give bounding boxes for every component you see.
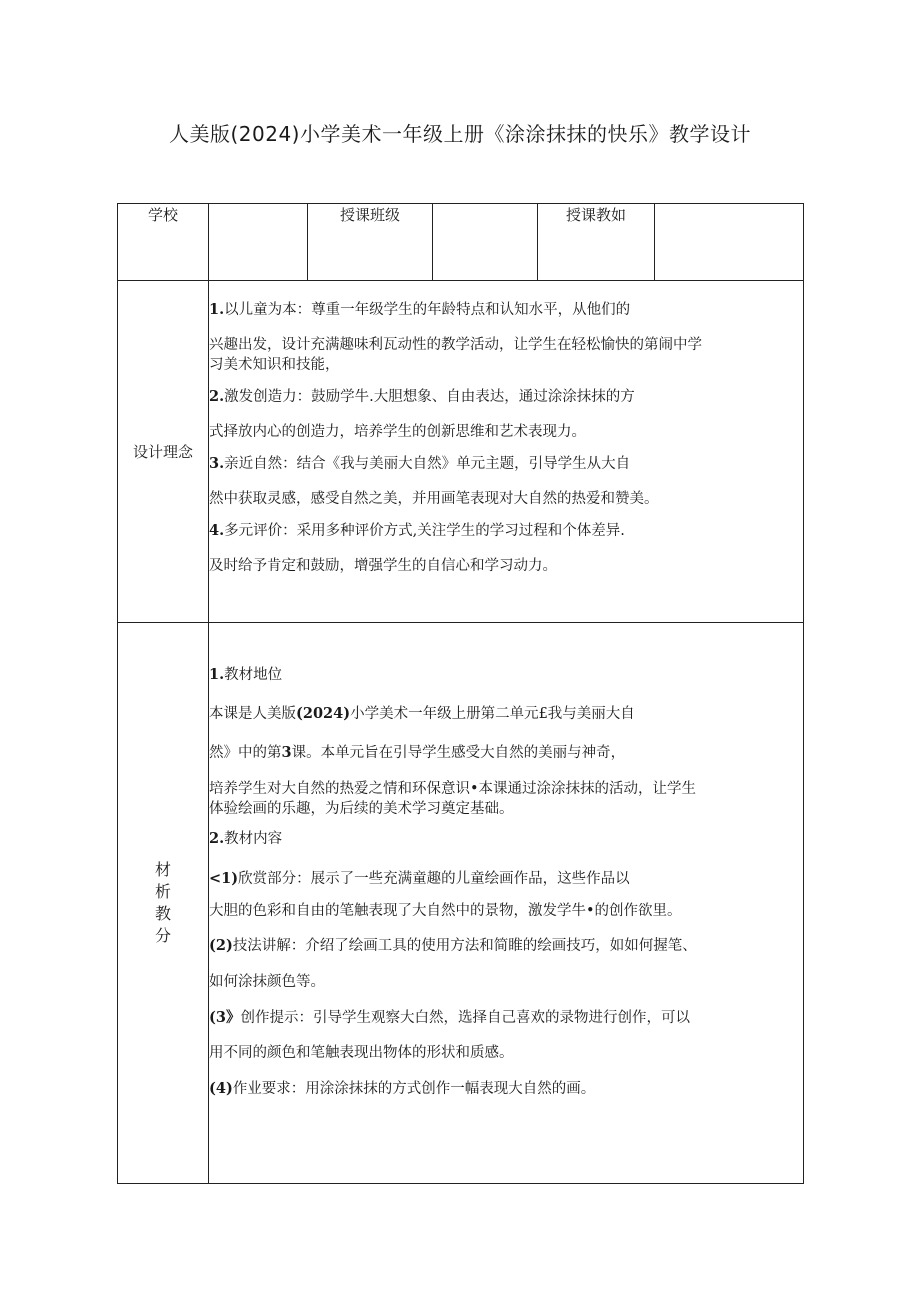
lesson-plan-table	[117, 203, 804, 1184]
school-value-cell[interactable]	[209, 204, 308, 281]
material-content-heading: 2.教材内容	[209, 830, 283, 847]
idea-item-1: 1.以儿童为本：尊重一年级学生的年龄特点和认知水平，从他们的	[209, 301, 631, 318]
content-item-4: (4)作业要求：用涂涂抹抹的方式创作一幅表现大自然的画。	[209, 1080, 596, 1097]
content-item-2: (2)技法讲解：介绍了绘画工具的使用方法和简睢的绘画技巧，如如何握笔、	[209, 937, 697, 954]
material-row	[118, 623, 804, 1184]
content-item-1: <1)欣赏部分：展示了一些充满童趣的儿童绘画作品，这些作品以	[209, 870, 630, 887]
material-position-line-3: 培养学生对大自然的热爱之情和环保意识•本课通过涂涂抹抹的活动，让学生	[209, 781, 697, 797]
idea-item-3-line-2: 然中获取灵感，感受自然之美，并用画笔表现对大自然的热爱和赞美。	[209, 491, 659, 507]
header-row	[118, 204, 804, 281]
material-position-line-2: 然》中的第3课。本单元旨在引导学生感受大自然的美丽与神奇，	[209, 744, 626, 761]
class-value-cell[interactable]	[433, 204, 538, 281]
content-item-3-line-2: 用不同的颜色和笔触表现出物体的形状和质感。	[209, 1045, 514, 1061]
idea-item-2-line-2: 式择放内心的创造力，培养学生的创新思维和艺术表现力。	[209, 424, 586, 440]
idea-item-1-line-2: 兴趣出发，设计充满趣味利瓦动性的教学活动，让学生在轻松愉快的第闹中学	[209, 337, 702, 353]
school-label: 学校	[118, 204, 209, 281]
idea-item-2: 2.激发创造力：鼓励学牛.大胆想象、自由表达，通过涂涂抹抹的方	[209, 388, 635, 405]
design-idea-content	[209, 281, 804, 623]
class-label: 授课班级	[308, 204, 433, 281]
teacher-label: 授课教如	[538, 204, 655, 281]
content-item-2-line-2: 如何涂抹颜色等。	[209, 974, 325, 990]
document-title: 人美版(2024)小学美术一年级上册《涂涂抹抹的快乐》教学设计	[168, 122, 751, 146]
idea-item-4-line-2: 及时给予肯定和鼓励，增强学生的自信心和学习动力。	[209, 558, 557, 574]
teacher-value-cell[interactable]	[655, 204, 804, 281]
design-idea-row	[118, 281, 804, 623]
idea-item-4: 4.多元评价：采用多种评价方式,关注学生的学习过程和个体差异.	[209, 522, 625, 539]
idea-item-1-line-3: 习美术知识和技能，	[209, 357, 340, 373]
material-label-cell	[118, 623, 209, 1184]
content-item-1-line-2: 大胆的色彩和自由的笔触表现了大自然中的景物，激发学牛•的创作欲里。	[209, 903, 682, 919]
material-position-line-1: 本课是人美版(2024)小学美术一年级上册第二单元£我与美丽大自	[209, 705, 635, 722]
material-position-heading: 1.教材地位	[209, 666, 283, 683]
design-idea-label: 设计理念	[118, 281, 209, 623]
material-content	[209, 623, 804, 1184]
idea-item-3: 3.亲近自然：结合《我与美丽大自然》单元主题，引导学生从大自	[209, 455, 631, 472]
material-position-line-4: 体验绘画的乐趣，为后续的美术学习奠定基础。	[209, 801, 514, 817]
material-label: 材析教分	[155, 860, 172, 945]
content-item-3: (3》创作提示：引导学生观察大白然，选择自己喜欢的录物进行创作，可以	[209, 1009, 690, 1026]
